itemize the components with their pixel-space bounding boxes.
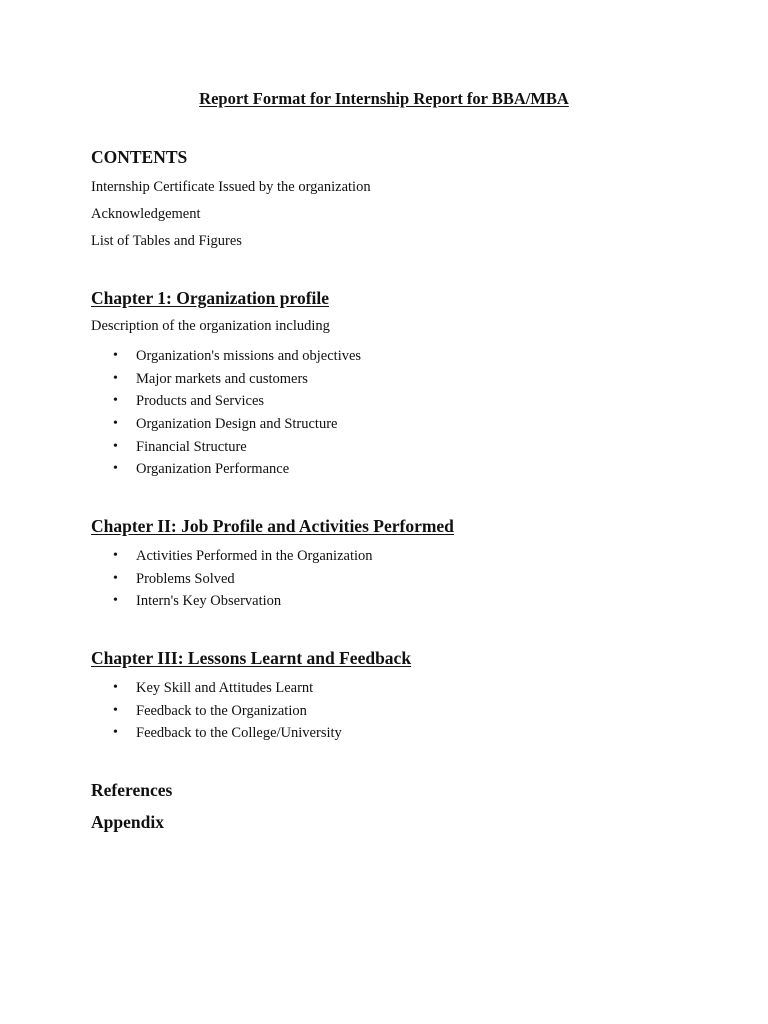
contents-item-tables-figures: List of Tables and Figures [91,233,242,249]
list-item-label: Organization's missions and objectives [136,348,362,364]
bullet-icon: • [113,725,118,741]
list-item [0,436,361,459]
contents-item-certificate: Internship Certificate Issued by the organization [91,179,371,195]
bullet-icon: • [113,348,118,363]
chapter-2-bullet-list [0,545,373,613]
list-item-label: Key Skill and Attitudes Learnt [136,680,314,696]
chapter-1-heading: Chapter 1: Organization profile [91,288,330,308]
list-item [0,568,373,591]
list-item [0,368,361,391]
chapter-1-bullet-list [0,345,361,481]
list-item [0,545,373,568]
bullet-icon: • [113,548,118,563]
contents-heading: CONTENTS [91,147,188,167]
bullet-icon: • [113,593,118,609]
list-item-label: Financial Structure [136,438,247,455]
list-item [0,722,342,745]
bullet-icon: • [113,438,118,454]
list-item [0,458,361,481]
list-item-label: Problems Solved [136,570,235,587]
list-item [0,413,361,436]
bullet-icon: • [113,370,118,386]
bullet-icon: • [113,680,118,695]
bullet-icon: • [113,416,118,432]
contents-item-acknowledgement: Acknowledgement [91,206,201,222]
list-item-label: Activities Performed in the Organization [136,548,373,564]
bullet-icon: • [113,393,118,409]
references-heading: References [91,780,173,800]
appendix-heading: Appendix [91,812,164,832]
list-item-label: Feedback to the College/University [136,725,342,742]
list-item-label: Major markets and customers [136,370,308,387]
bullet-icon: • [113,702,118,718]
list-item-label: Feedback to the Organization [136,702,307,719]
list-item [0,345,361,368]
list-item [0,700,342,723]
bullet-icon: • [113,570,118,586]
list-item-label: Intern's Key Observation [136,593,282,610]
list-item-label: Organization Performance [136,461,290,478]
list-item [0,390,361,413]
document-title: Report Format for Internship Report for BBA/MBA [199,89,569,108]
bullet-icon: • [113,461,118,477]
list-item-label: Products and Services [136,393,265,410]
chapter-2-heading: Chapter II: Job Profile and Activities Performed [91,516,454,536]
chapter-3-bullet-list [0,677,342,745]
chapter-1-intro: Description of the organization including [91,318,330,334]
list-item [0,590,373,613]
list-item [0,677,342,700]
chapter-3-heading: Chapter III: Lessons Learnt and Feedback [91,648,412,668]
list-item-label: Organization Design and Structure [136,416,338,433]
